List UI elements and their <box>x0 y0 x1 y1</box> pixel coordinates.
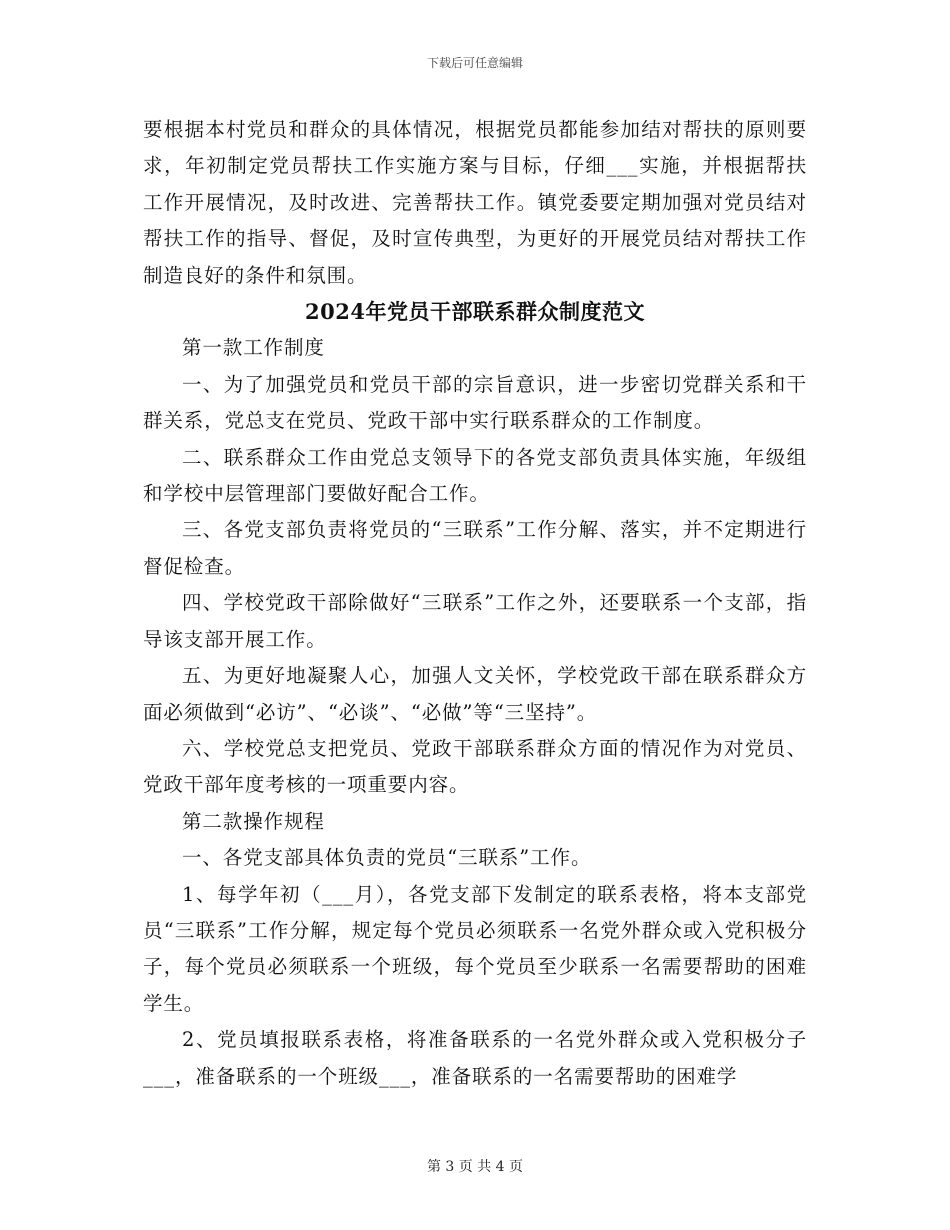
section1-item: 三、各党支部负责将党员的“三联系”工作分解、落实，并不定期进行督促检查。 <box>143 518 807 578</box>
page-number: 第 3 页 共 4 页 <box>426 1159 524 1175</box>
section1-item: 二、联系群众工作由党总支领导下的各党支部负责具体实施，年级组和学校中层管理部门要做好配合工作。 <box>143 445 807 506</box>
section2-item: 2、党员填报联系表格，将准备联系的一名党外群众或入党积极分子___，准备联系的一个班级___，准备联系的一名需要帮助的困难学 <box>143 1028 807 1088</box>
section1-item: 五、为更好地凝聚人心，加强人文关怀，学校党政干部在联系群众方面必须做到“必访”、“必谈”、“必做”等“三坚持”。 <box>143 664 807 724</box>
section1-item: 四、学校党政干部除做好“三联系”工作之外，还要联系一个支部，指导该支部开展工作。 <box>143 591 807 651</box>
section1-item: 六、学校党总支把党员、党政干部联系群众方面的情况作为对党员、党政干部年度考核的一项重要内容。 <box>143 736 807 797</box>
document-body <box>143 112 807 1095</box>
section2-item: 1、每学年初（___月），各党支部下发制定的联系表格，将本支部党员“三联系”工作分解，规定每个党员必须联系一名党外群众或入党积极分子，每个党员必须联系一个班级，每个党员至少联系一名需要帮助的困难学生。 <box>143 882 807 1015</box>
intro-paragraph: 要根据本村党员和群众的具体情况，根据党员都能参加结对帮扶的原则要求，年初制定党员帮扶工作实施方案与目标，仔细___实施，并根据帮扶工作开展情况，及时改进、完善帮扶工作。镇党委要定期加强对党员结对帮扶工作的指导、督促，及时宣传典型，为更好的开展党员结对帮扶工作制造良好的条件和氛围。 <box>143 118 807 287</box>
document-title: 2024年党员干部联系群众制度范文 <box>305 299 645 325</box>
section2-item: 一、各党支部具体负责的党员“三联系”工作。 <box>182 846 592 870</box>
section1-heading: 第一款工作制度 <box>182 336 325 360</box>
section2-heading: 第二款操作规程 <box>182 809 325 833</box>
page-header: 下载后可任意编辑 <box>426 56 523 70</box>
section1-item: 一、为了加强党员和党员干部的宗旨意识，进一步密切党群关系和干群关系，党总支在党员、党政干部中实行联系群众的工作制度。 <box>143 372 807 433</box>
